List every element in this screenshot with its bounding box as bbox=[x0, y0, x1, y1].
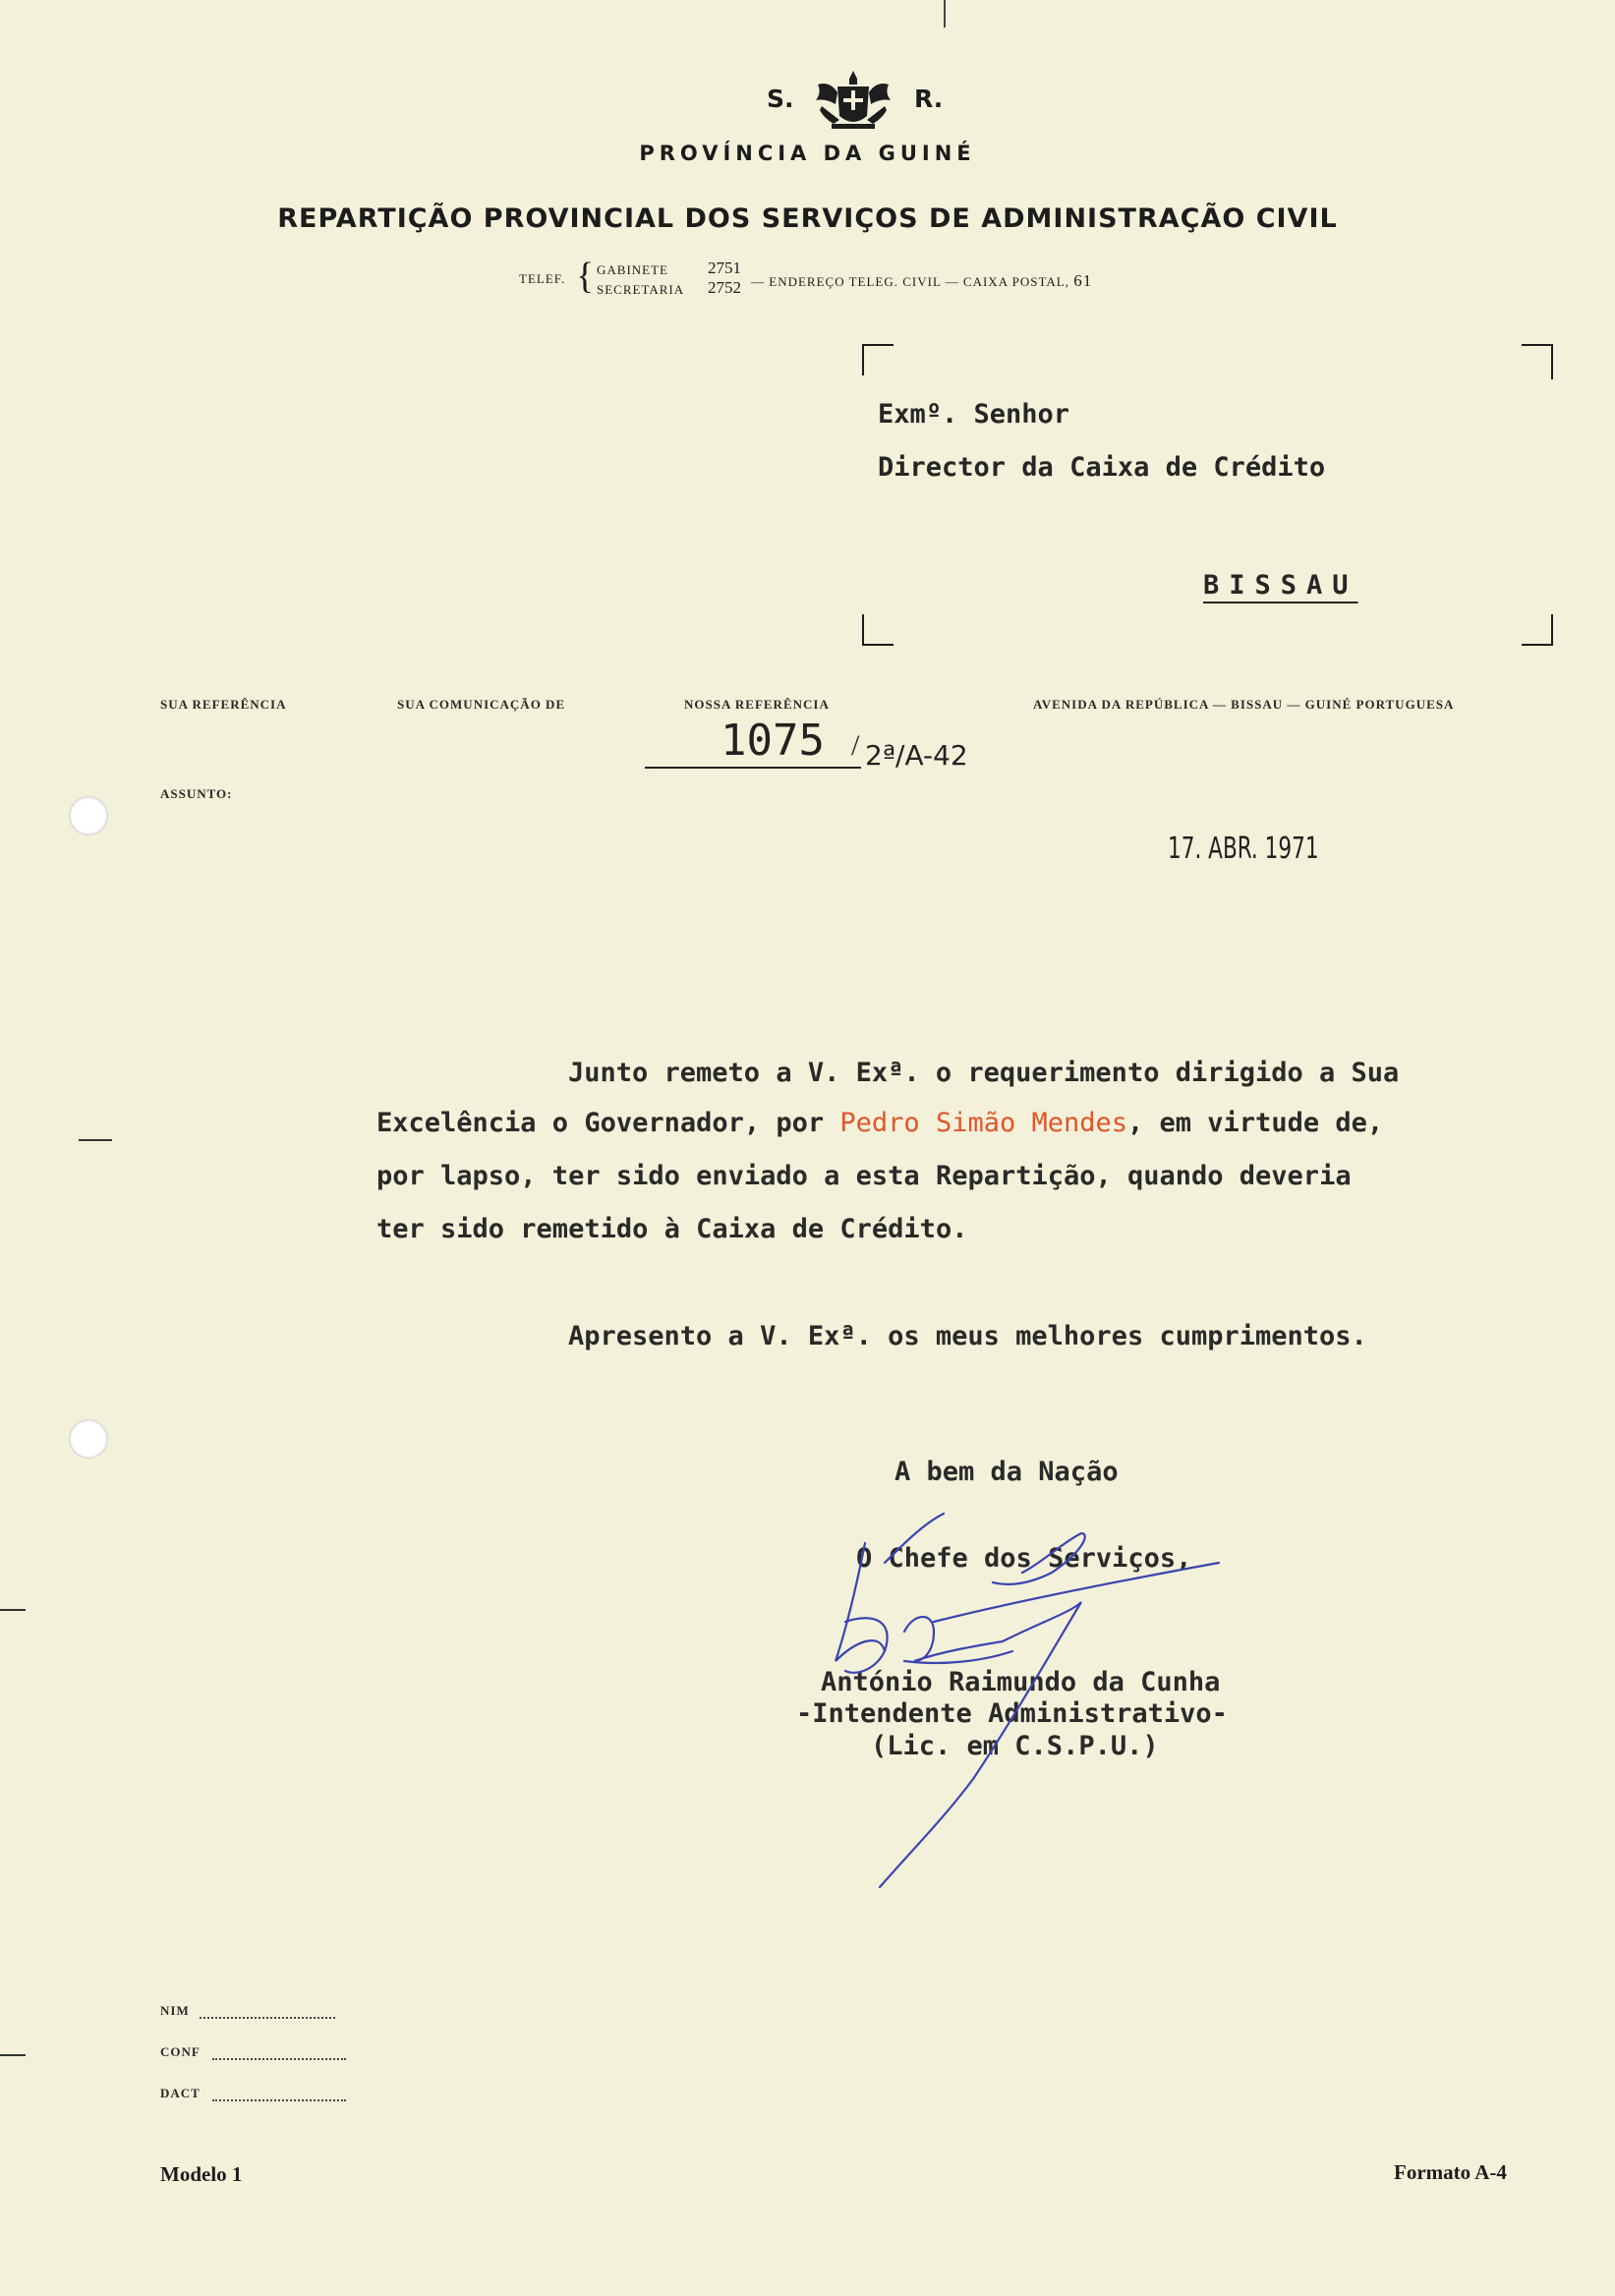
handwritten-signature bbox=[786, 1504, 1396, 1897]
form-model-label: Modelo 1 bbox=[160, 2162, 243, 2186]
office-address: AVENIDA DA REPÚBLICA — BISSAU — GUINÉ PORTUGUESA bbox=[1033, 697, 1455, 712]
sua-referencia-label: SUA REFERÊNCIA bbox=[160, 697, 287, 712]
assunto-label: ASSUNTO: bbox=[160, 786, 233, 801]
secretaria-number: 2752 bbox=[708, 278, 741, 297]
dact-field bbox=[212, 2099, 346, 2101]
closing-formula: A bem da Nação bbox=[894, 1457, 1119, 1487]
address-recipient: Director da Caixa de Crédito bbox=[878, 452, 1326, 483]
reference-underline bbox=[645, 767, 861, 769]
punch-hole bbox=[69, 796, 108, 835]
caixa-postal-number: 61 bbox=[1073, 271, 1093, 290]
conf-label: CONF bbox=[160, 2044, 201, 2059]
gabinete-number: 2751 bbox=[708, 258, 741, 277]
nossa-referencia-label: NOSSA REFERÊNCIA bbox=[684, 697, 830, 712]
letterhead-department: REPARTIÇÃO PROVINCIAL DOS SERVIÇOS DE ADMINISTRAÇÃO CIVIL bbox=[277, 203, 1338, 234]
letterhead-province: PROVÍNCIA DA GUINÉ bbox=[639, 142, 976, 165]
address-corner-bottom-left bbox=[862, 614, 894, 646]
conf-field bbox=[212, 2058, 346, 2060]
body-text: , em virtude de, bbox=[1127, 1108, 1384, 1138]
address-corner-bottom-right bbox=[1522, 614, 1553, 646]
letterhead-sr-right: R. bbox=[914, 85, 944, 113]
telegraph-and-postal bbox=[751, 271, 1092, 291]
reference-slash: / bbox=[851, 729, 860, 762]
address-city: BISSAU bbox=[1203, 570, 1358, 601]
applicant-name: Pedro Simão Mendes bbox=[839, 1108, 1128, 1138]
fold-mark bbox=[79, 1139, 112, 1141]
dact-label: DACT bbox=[160, 2086, 201, 2100]
telegraph-text: — ENDEREÇO TELEG. CIVIL — CAIXA POSTAL, bbox=[751, 274, 1069, 289]
nim-field bbox=[200, 2017, 335, 2019]
fold-mark bbox=[0, 1609, 26, 1611]
secretaria-label: SECRETARIA bbox=[597, 282, 685, 297]
telef-label: TELEF. bbox=[519, 271, 566, 286]
body-paragraph-1-line-1: Junto remeto a V. Exª. o requerimento dirigido a Sua bbox=[568, 1058, 1400, 1088]
signatory-degree: (Lic. em C.S.P.U.) bbox=[871, 1731, 1159, 1761]
gabinete-label: GABINETE bbox=[597, 262, 668, 277]
paper-format-label: Formato A-4 bbox=[1394, 2160, 1507, 2184]
body-paragraph-1-line-4: ter sido remetido à Caixa de Crédito. bbox=[376, 1214, 968, 1244]
body-text: Excelência o Governador, por bbox=[376, 1108, 840, 1138]
signatory-title: -Intendente Administrativo- bbox=[796, 1698, 1228, 1729]
reference-number: 1075 bbox=[721, 716, 825, 766]
letterhead-sr-left: S. bbox=[767, 85, 794, 113]
address-salutation: Exmº. Senhor bbox=[878, 399, 1070, 430]
address-corner-top-right bbox=[1522, 344, 1553, 379]
coat-of-arms-icon bbox=[808, 65, 898, 136]
fold-mark bbox=[0, 2054, 26, 2056]
date-stamp: 17. ABR. 1971 bbox=[1168, 832, 1319, 866]
telef-brace: { bbox=[576, 256, 595, 297]
sua-comunicacao-label: SUA COMUNICAÇÃO DE bbox=[397, 697, 566, 712]
signatory-role: O Chefe dos Serviços, bbox=[856, 1543, 1192, 1574]
body-paragraph-1-line-2 bbox=[376, 1108, 1383, 1138]
reference-suffix: 2ª/A-42 bbox=[865, 739, 968, 772]
address-corner-top-left bbox=[862, 344, 894, 375]
paper-mark bbox=[944, 0, 946, 28]
signatory-name: António Raimundo da Cunha bbox=[821, 1667, 1221, 1697]
body-paragraph-2: Apresento a V. Exª. os meus melhores cumprimentos. bbox=[568, 1321, 1367, 1351]
body-paragraph-1-line-3: por lapso, ter sido enviado a esta Repartição, quando deveria bbox=[376, 1161, 1352, 1191]
nim-label: NIM bbox=[160, 2003, 190, 2018]
punch-hole bbox=[69, 1419, 108, 1459]
